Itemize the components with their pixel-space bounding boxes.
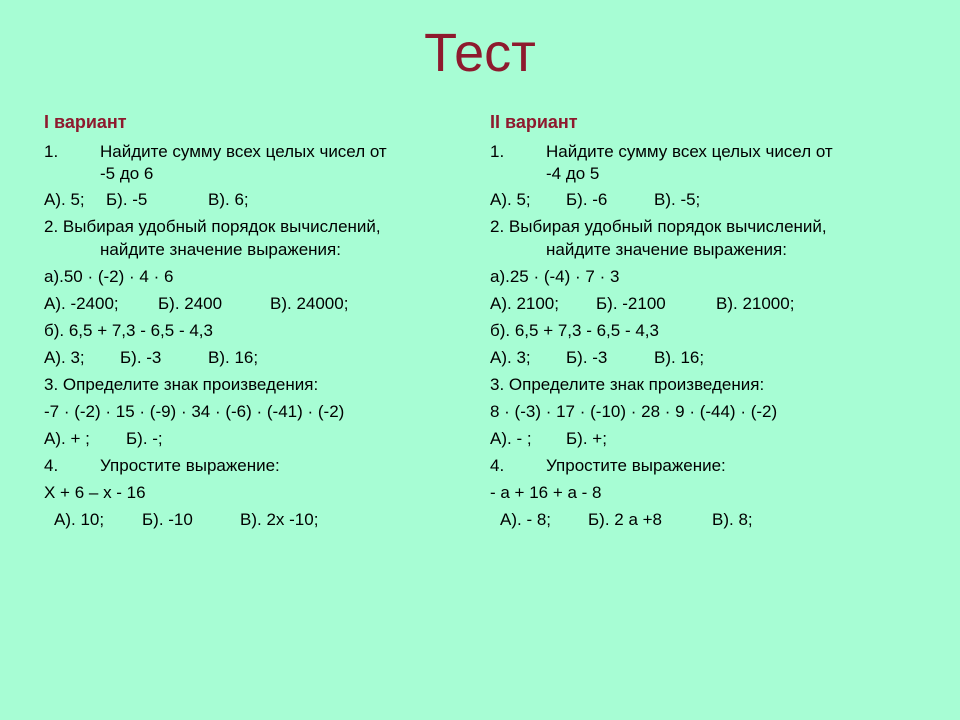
question-text: 2. Выбирая удобный порядок вычислений, — [490, 217, 827, 236]
question-text-continued: -5 до 6 — [100, 164, 154, 183]
answer-c: В). 6; — [208, 190, 249, 209]
question-text: Найдите сумму всех целых чисел от — [100, 142, 387, 161]
question-text: Упростите выражение: — [100, 456, 280, 475]
answer-b: Б). -; — [126, 429, 163, 448]
question-text: 3. Определите знак произведения: — [44, 375, 319, 394]
question-number: 4. — [44, 456, 59, 475]
answer-b: Б). 2400 — [158, 294, 223, 313]
expression: Х + 6 – х - 16 — [44, 483, 146, 502]
answer-a: А). - 8; — [500, 510, 552, 529]
question-4-expression — [44, 483, 146, 503]
question-text-continued: -4 до 5 — [546, 164, 600, 183]
expression: -7 · (-2) · 15 · (-9) · 34 · (-6) · (-41) · (-2) — [44, 402, 345, 421]
answer-c: В). 16; — [208, 348, 259, 367]
variant-2-heading: II вариант — [490, 112, 578, 132]
question-2a-expression — [44, 267, 173, 287]
question-text-continued: найдите значение выражения: — [100, 240, 341, 259]
question-4-expression — [490, 483, 602, 503]
question-3-expression — [44, 402, 344, 422]
answer-a: А). 5; — [490, 190, 531, 209]
answer-b: Б). -2100 — [596, 294, 666, 313]
answer-b: Б). +; — [566, 429, 607, 448]
expression: а).50 · (-2) · 4 · 6 — [44, 267, 174, 286]
answer-a: А). 3; — [44, 348, 85, 367]
question-2b-expression — [44, 321, 213, 341]
question-number: 1. — [490, 142, 505, 161]
question-text: 3. Определите знак произведения: — [490, 375, 765, 394]
answer-a: А). 10; — [54, 510, 105, 529]
answer-b: Б). -6 — [566, 190, 608, 209]
answer-a: А). 2100; — [490, 294, 559, 313]
expression: - а + 16 + а - 8 — [490, 483, 602, 502]
question-text: 2. Выбирая удобный порядок вычислений, — [44, 217, 381, 236]
answer-a: А). -2400; — [44, 294, 119, 313]
answer-c: В). 16; — [654, 348, 705, 367]
answer-c: В). -5; — [654, 190, 701, 209]
answer-c: В). 8; — [712, 510, 753, 529]
question-text: Упростите выражение: — [546, 456, 726, 475]
question-2b-expression — [490, 321, 659, 341]
answer-c: В). 21000; — [716, 294, 795, 313]
question-number: 1. — [44, 142, 59, 161]
answer-b: Б). -3 — [566, 348, 608, 367]
question-2 — [490, 217, 827, 237]
question-number: 4. — [490, 456, 505, 475]
answer-b: Б). -3 — [120, 348, 162, 367]
answer-b: Б). 2 а +8 — [588, 510, 663, 529]
variant-1-heading: I вариант — [44, 112, 127, 132]
question-3 — [44, 375, 318, 395]
answer-a: А). + ; — [44, 429, 90, 448]
question-2a-expression — [490, 267, 619, 287]
expression: б). 6,5 + 7,3 - 6,5 - 4,3 — [44, 321, 213, 340]
question-2 — [44, 217, 381, 237]
question-text-continued: найдите значение выражения: — [546, 240, 787, 259]
question-3-expression — [490, 402, 777, 422]
answer-c: В). 2х -10; — [240, 510, 319, 529]
answer-a: А). 3; — [490, 348, 531, 367]
expression: б). 6,5 + 7,3 - 6,5 - 4,3 — [490, 321, 659, 340]
answer-a: А). 5; — [44, 190, 85, 209]
question-text: Найдите сумму всех целых чисел от — [546, 142, 833, 161]
question-3 — [490, 375, 764, 395]
answer-a: А). - ; — [490, 429, 532, 448]
answer-b: Б). -5 — [106, 190, 148, 209]
expression: а).25 · (-4) · 7 · 3 — [490, 267, 620, 286]
page-title: Тест — [424, 23, 536, 83]
answer-c: В). 24000; — [270, 294, 349, 313]
answer-b: Б). -10 — [142, 510, 193, 529]
expression: 8 · (-3) · 17 · (-10) · 28 · 9 · (-44) · (-2) — [490, 402, 778, 421]
